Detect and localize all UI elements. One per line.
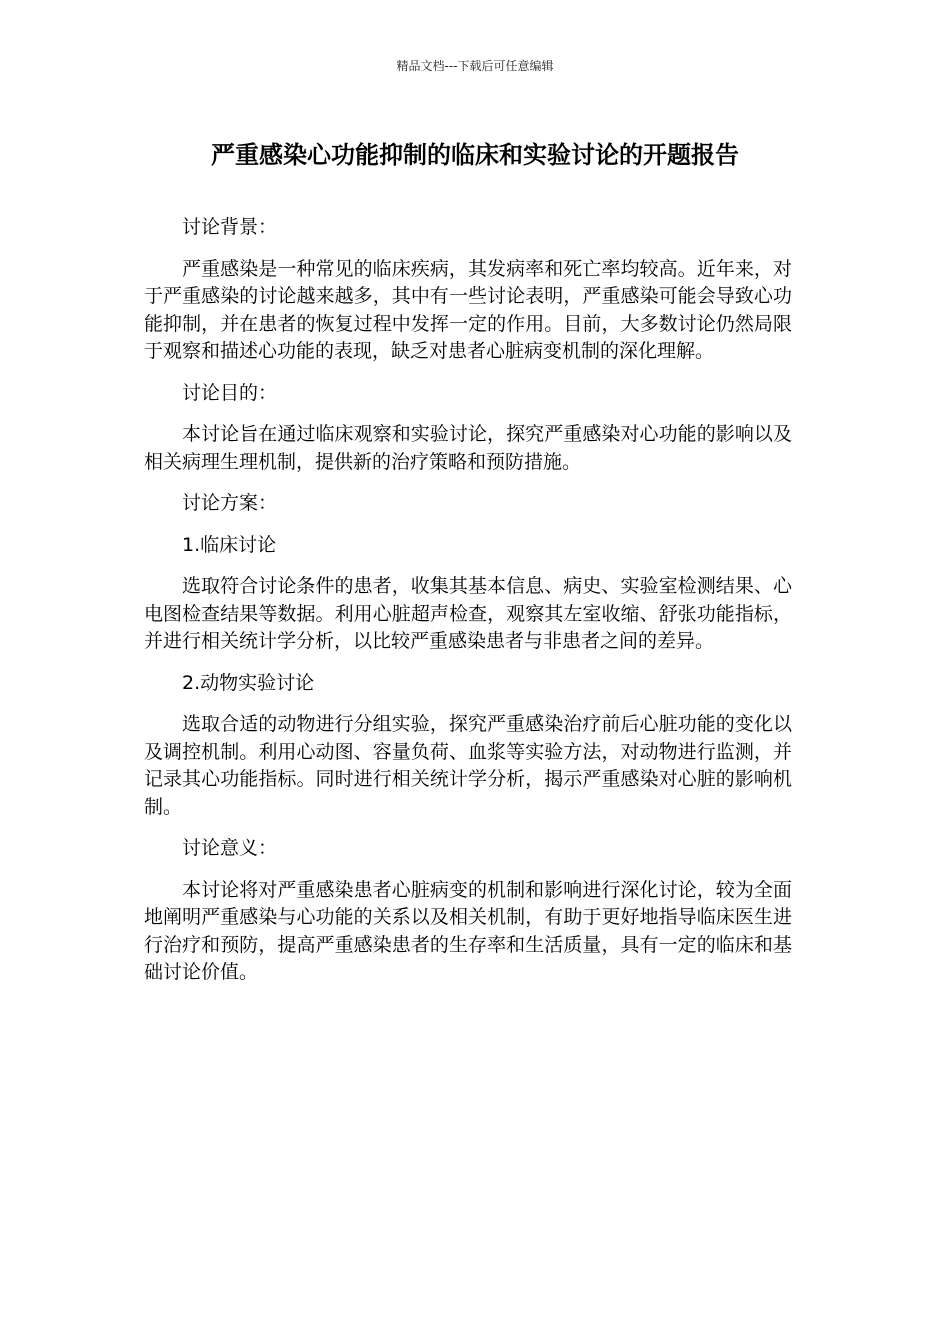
paragraph-purpose: 本讨论旨在通过临床观察和实验讨论，探究严重感染对心功能的影响以及相关病理生理机制，提供新的治疗策略和预防措施。 (144, 423, 792, 473)
section-heading-plan: 讨论方案： (182, 492, 278, 514)
subsection-heading-animal: 2.动物实验讨论 (182, 671, 315, 694)
header-note: 精品文档---下载后可任意编辑 (396, 59, 554, 73)
section-heading-background: 讨论背景： (182, 216, 278, 238)
document-title: 严重感染心功能抑制的临床和实验讨论的开题报告 (211, 141, 739, 169)
paragraph-clinical: 选取符合讨论条件的患者，收集其基本信息、病史、实验室检测结果、心电图检查结果等数据。利用心脏超声检查，观察其左室收缩、舒张功能指标，并进行相关统计学分析，以比较严重感染患者与非患者之间的差异。 (144, 575, 792, 652)
paragraph-background: 严重感染是一种常见的临床疾病，其发病率和死亡率均较高。近年来，对于严重感染的讨论越来越多，其中有一些讨论表明，严重感染可能会导致心功能抑制，并在患者的恢复过程中发挥一定的作用。目前，大多数讨论仍然局限于观察和描述心功能的表现，缺乏对患者心脏病变机制的深化理解。 (144, 257, 792, 362)
section-heading-significance: 讨论意义： (182, 837, 278, 859)
paragraph-animal: 选取合适的动物进行分组实验，探究严重感染治疗前后心脏功能的变化以及调控机制。利用心动图、容量负荷、血浆等实验方法，对动物进行监测，并记录其心功能指标。同时进行相关统计学分析，揭示严重感染对心脏的影响机制。 (144, 713, 792, 818)
document-body (144, 214, 792, 1001)
subsection-heading-clinical: 1.临床讨论 (182, 533, 277, 556)
paragraph-significance: 本讨论将对严重感染患者心脏病变的机制和影响进行深化讨论，较为全面地阐明严重感染与心功能的关系以及相关机制，有助于更好地指导临床医生进行治疗和预防，提高严重感染患者的生存率和生活质量，具有一定的临床和基础讨论价值。 (144, 878, 792, 983)
section-heading-purpose: 讨论目的： (182, 381, 278, 404)
